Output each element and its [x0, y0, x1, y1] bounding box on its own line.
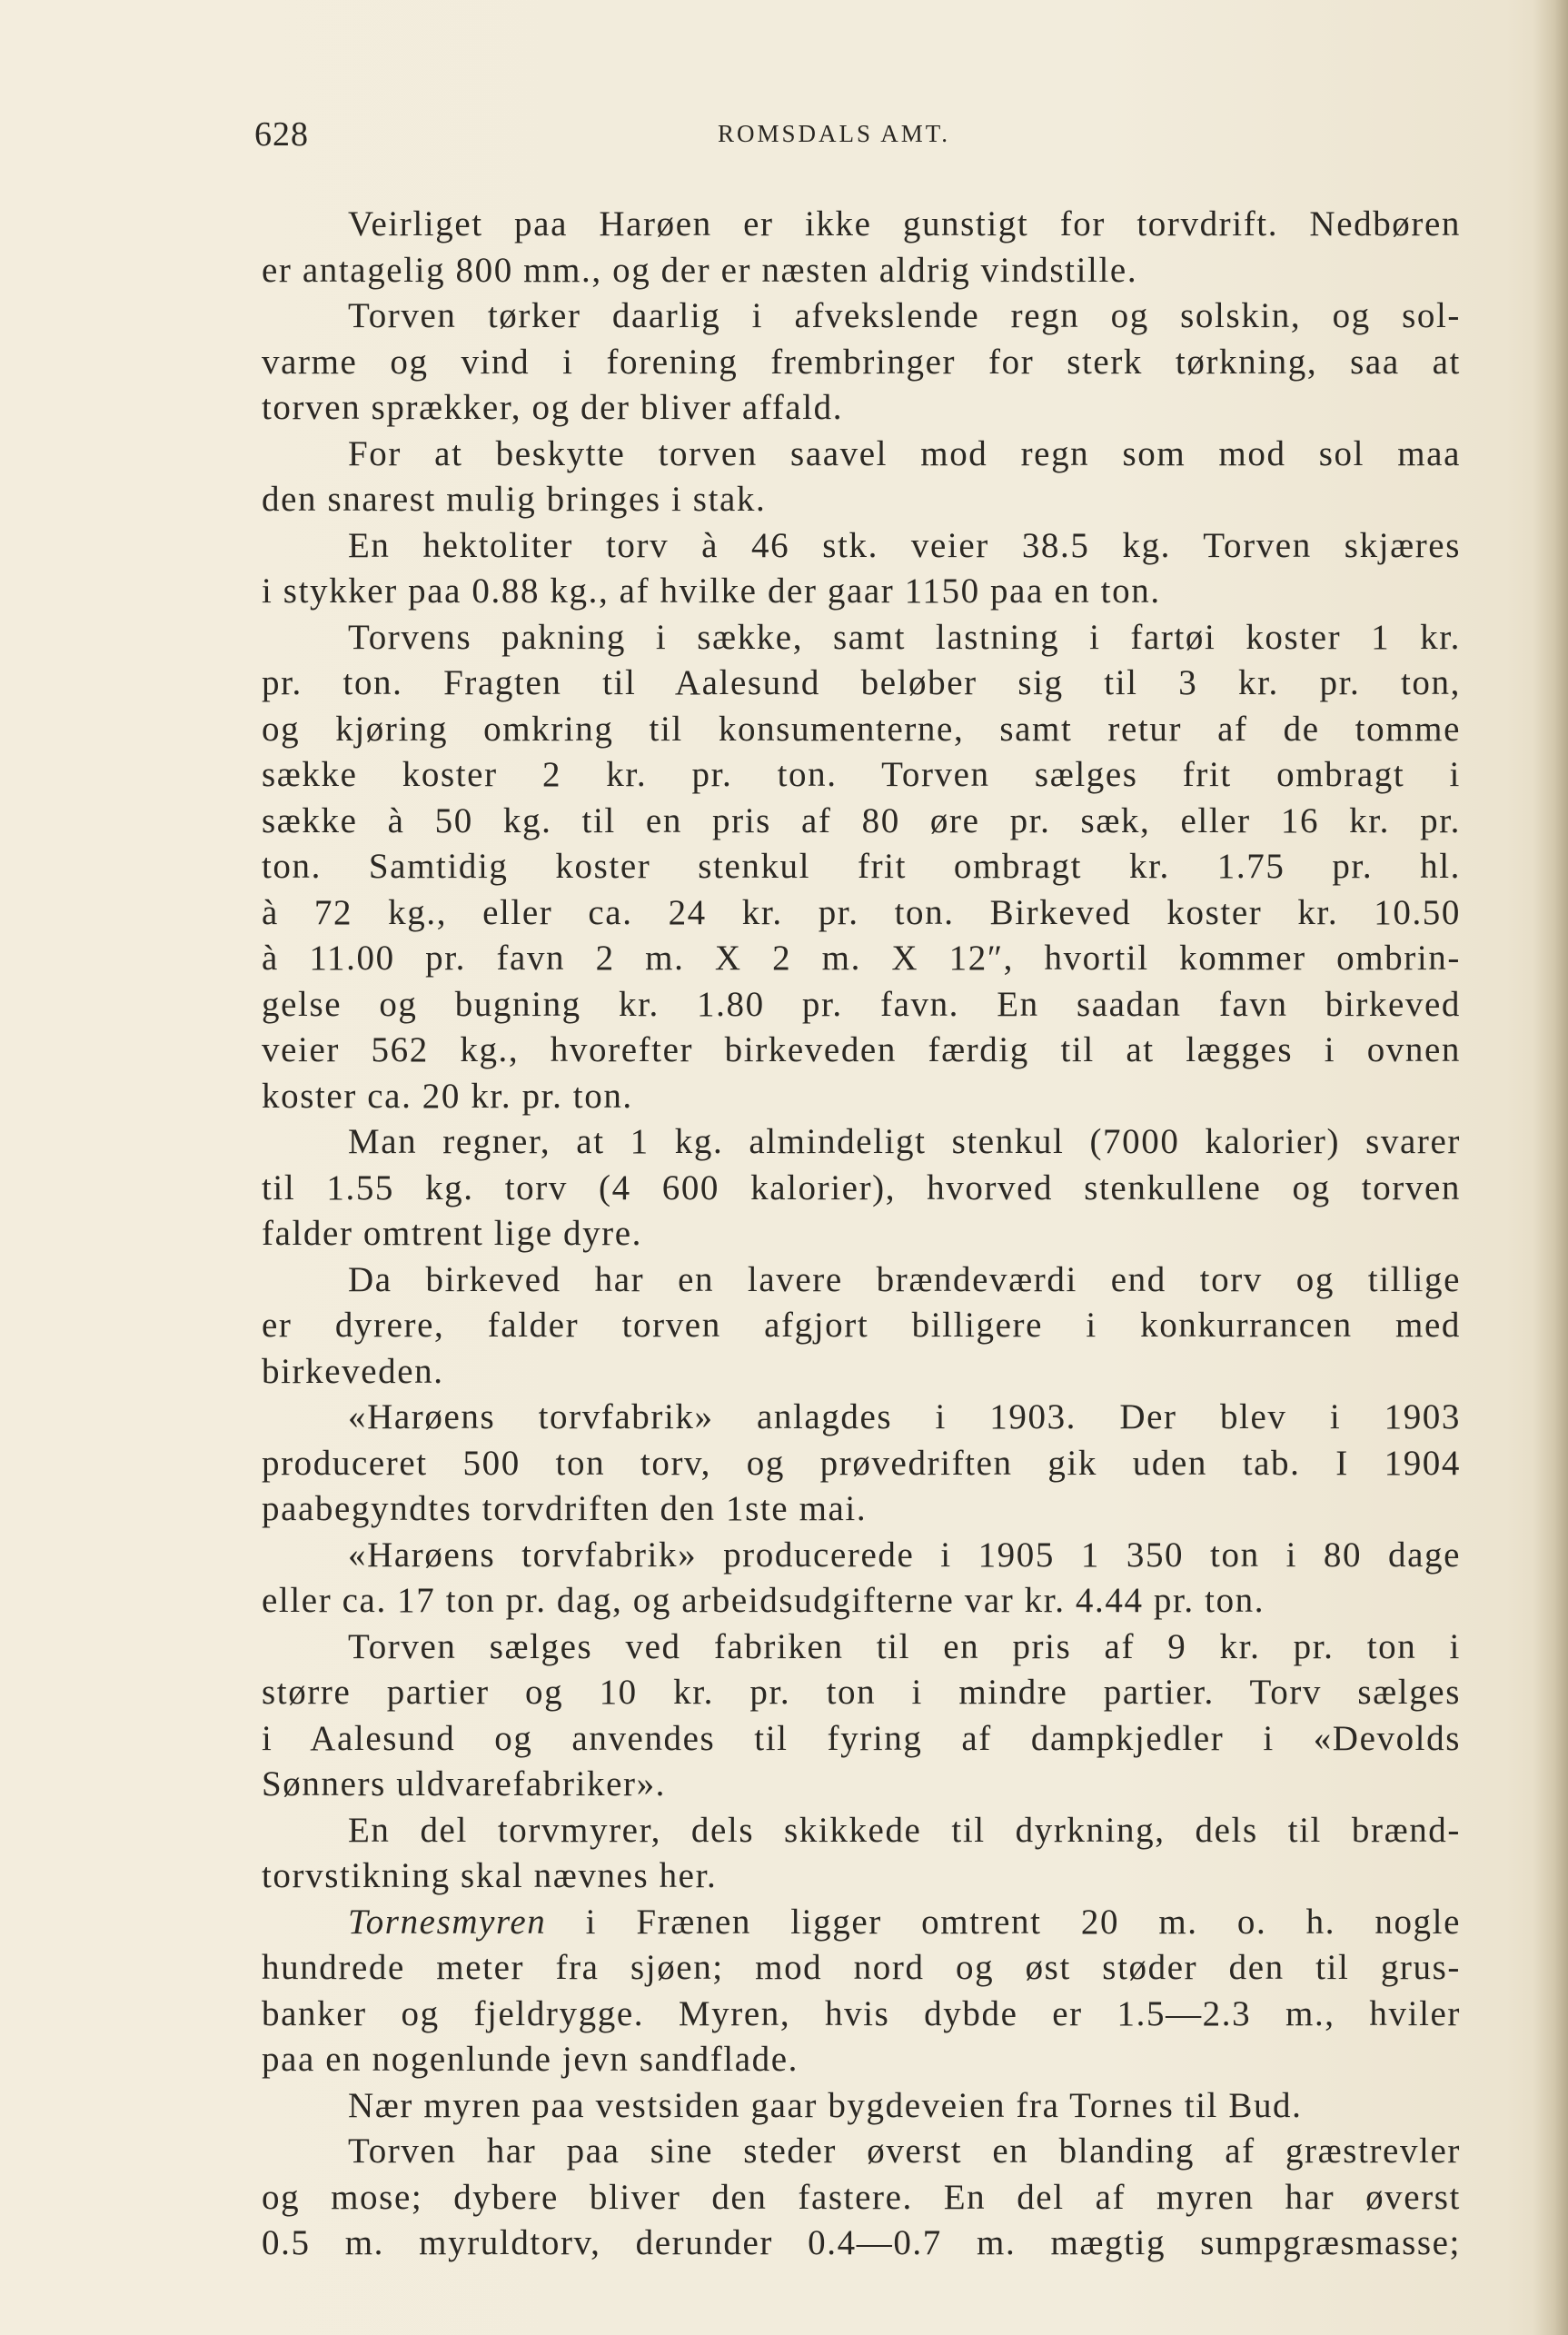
text-line	[262, 432, 1461, 478]
text-line-content: ton. Samtidig koster stenkul frit ombragt kr. 1.75 pr. hl.	[262, 847, 1461, 886]
text-line	[262, 1074, 1461, 1120]
text-line	[262, 477, 1461, 523]
text-line-content: gelse og bugning kr. 1.80 pr. favn. En saadan favn birkeved	[262, 984, 1461, 1024]
text-line	[262, 1028, 1461, 1074]
text-line-content: koster ca. 20 kr. pr. ton.	[262, 1076, 633, 1116]
text-line-content: Da birkeved har en lavere brændeværdi end torv og tillige	[348, 1259, 1461, 1299]
text-line-content: hundrede meter fra sjøen; mod nord og øst støder den til grus-	[262, 1948, 1461, 1987]
text-line-content: For at beskytte torven saavel mod regn som mod sol maa	[348, 433, 1461, 473]
text-line	[262, 2083, 1461, 2130]
text-line	[262, 799, 1461, 845]
text-line	[262, 523, 1461, 570]
page-edge-shadow	[1533, 0, 1568, 2335]
text-line-content: større partier og 10 kr. pr. ton i mindre partier. Torv sælges	[262, 1673, 1461, 1712]
text-line	[262, 1211, 1461, 1257]
text-line-content: «Harøens torvfabrik» producerede i 1905 1 350 ton i 80 dage	[348, 1535, 1461, 1575]
text-line	[262, 1303, 1461, 1349]
text-line	[262, 707, 1461, 753]
text-line	[262, 1395, 1461, 1441]
text-line	[262, 982, 1461, 1028]
text-line-content: paa en nogenlunde jevn sandflade.	[262, 2040, 799, 2079]
text-line-content: og mose; dybere bliver den fastere. En del af myren har øverst	[262, 2177, 1461, 2217]
text-line-content: birkeveden.	[262, 1351, 444, 1391]
page-number: 628	[254, 115, 309, 154]
page-header	[254, 114, 990, 160]
text-line-content: eller ca. 17 ton pr. dag, og arbeidsudgifterne var kr. 4.44 pr. ton.	[262, 1581, 1265, 1620]
text-line-content: i stykker paa 0.88 kg., af hvilke der gaar 1150 paa en ton.	[262, 571, 1161, 611]
text-line-content: er antagelig 800 mm., og der er næsten aldrig vindstille.	[262, 250, 1138, 290]
text-line	[262, 844, 1461, 890]
text-line-content: til 1.55 kg. torv (4 600 kalorier), hvorved stenkullene og torven	[262, 1168, 1461, 1207]
text-line	[262, 661, 1461, 707]
text-line-content: «Harøens torvfabrik» anlagdes i 1903. Der blev i 1903	[348, 1397, 1461, 1436]
text-line-content: Torven sælges ved fabriken til en pris af 9 kr. pr. ton i	[348, 1626, 1461, 1666]
text-line	[262, 340, 1461, 386]
text-line	[262, 890, 1461, 937]
text-line-content: og kjøring omkring til konsumenterne, samt retur af de tomme	[262, 709, 1461, 749]
text-line-content: Torven tørker daarlig i afvekslende regn og solskin, og sol-	[348, 296, 1461, 335]
text-line-content: pr. ton. Fragten til Aalesund beløber sig til 3 kr. pr. ton,	[262, 663, 1461, 702]
text-line-content: Sønners uldvarefabriker».	[262, 1764, 667, 1803]
text-line	[262, 2175, 1461, 2221]
text-line-content: paabegyndtes torvdriften den 1ste mai.	[262, 1489, 868, 1528]
text-line-content: Veirliget paa Harøen er ikke gunstigt for torvdrift. Nedbøren	[348, 204, 1461, 243]
text-line-content: sække à 50 kg. til en pris af 80 øre pr. sæk, eller 16 kr. pr.	[262, 800, 1461, 840]
text-line-content: Man regner, at 1 kg. almindeligt stenkul (7000 kalorier) svarer	[348, 1122, 1461, 1161]
text-line	[262, 1992, 1461, 2038]
text-line	[262, 1853, 1461, 1900]
text-line	[262, 1716, 1461, 1763]
text-line	[262, 385, 1461, 432]
text-line	[262, 1670, 1461, 1716]
text-line	[262, 1808, 1461, 1854]
text-line	[262, 1533, 1461, 1579]
text-line-content: 0.5 m. myruldtorv, derunder 0.4—0.7 m. mægtig sumpgræsmasse;	[262, 2223, 1461, 2262]
text-line	[262, 1486, 1461, 1533]
text-line-content: Torvens pakning i sække, samt lastning i fartøi koster 1 kr.	[348, 617, 1461, 657]
text-line	[262, 2037, 1461, 2083]
text-line	[262, 1166, 1461, 1212]
text-line	[262, 1900, 1461, 1946]
text-line	[262, 2221, 1461, 2267]
text-line	[262, 202, 1461, 248]
text-line-content: i Aalesund og anvendes til fyring af dampkjedler i «Devolds	[262, 1718, 1461, 1758]
text-line-content: sække koster 2 kr. pr. ton. Torven sælges frit ombragt i	[262, 755, 1461, 794]
text-line-content: falder omtrent lige dyre.	[262, 1214, 643, 1253]
text-line-content: torven sprækker, og der bliver affald.	[262, 388, 844, 427]
text-line	[262, 752, 1461, 799]
text-line-content: den snarest mulig bringes i stak.	[262, 480, 767, 519]
text-line-content: veier 562 kg., hvorefter birkeveden færdig til at lægges i ovnen	[262, 1030, 1461, 1069]
text-line	[262, 293, 1461, 340]
text-line	[262, 936, 1461, 982]
text-line-content: à 11.00 pr. favn 2 m. X 2 m. X 12″, hvortil kommer ombrin-	[262, 939, 1461, 978]
text-line	[262, 615, 1461, 661]
text-line-content: Torven har paa sine steder øverst en blanding af græstrevler	[348, 2131, 1461, 2171]
text-line	[262, 569, 1461, 615]
text-line	[262, 1349, 1461, 1396]
text-line	[262, 248, 1461, 294]
text-line-content: er dyrere, falder torven afgjort billigere i konkurrancen med	[262, 1306, 1461, 1345]
text-line-content: torvstikning skal nævnes her.	[262, 1856, 718, 1895]
running-title: ROMSDALS AMT.	[718, 120, 951, 147]
text-line-content: En del torvmyrer, dels skikkede til dyrkning, dels til brænd-	[348, 1810, 1461, 1850]
body-text	[262, 202, 1461, 2267]
text-line-content: En hektoliter torv à 46 stk. veier 38.5 kg. Torven skjæres	[348, 525, 1461, 565]
text-line	[262, 1578, 1461, 1625]
text-line-content: i Frænen ligger omtrent 20 m. o. h. nogle	[585, 1902, 1461, 1942]
text-line-content: à 72 kg., eller ca. 24 kr. pr. ton. Birkeved koster kr. 10.50	[262, 892, 1461, 932]
text-line-content: banker og fjeldrygge. Myren, hvis dybde er 1.5—2.3 m., hviler	[262, 1993, 1461, 2033]
text-line-content: produceret 500 ton torv, og prøvedriften gik uden tab. I 1904	[262, 1443, 1461, 1483]
text-line	[262, 1441, 1461, 1487]
italic-lead-word: Tornesmyren	[348, 1902, 547, 1942]
text-line	[262, 1625, 1461, 1671]
text-line	[262, 1257, 1461, 1304]
text-line-content: Nær myren paa vestsiden gaar bygdeveien fra Tornes til Bud.	[348, 2085, 1303, 2125]
text-line-content: varme og vind i forening frembringer for sterk tørkning, saa at	[262, 342, 1461, 382]
text-line	[262, 1762, 1461, 1808]
text-line	[262, 2129, 1461, 2175]
text-line	[262, 1119, 1461, 1166]
text-line	[262, 1945, 1461, 1992]
